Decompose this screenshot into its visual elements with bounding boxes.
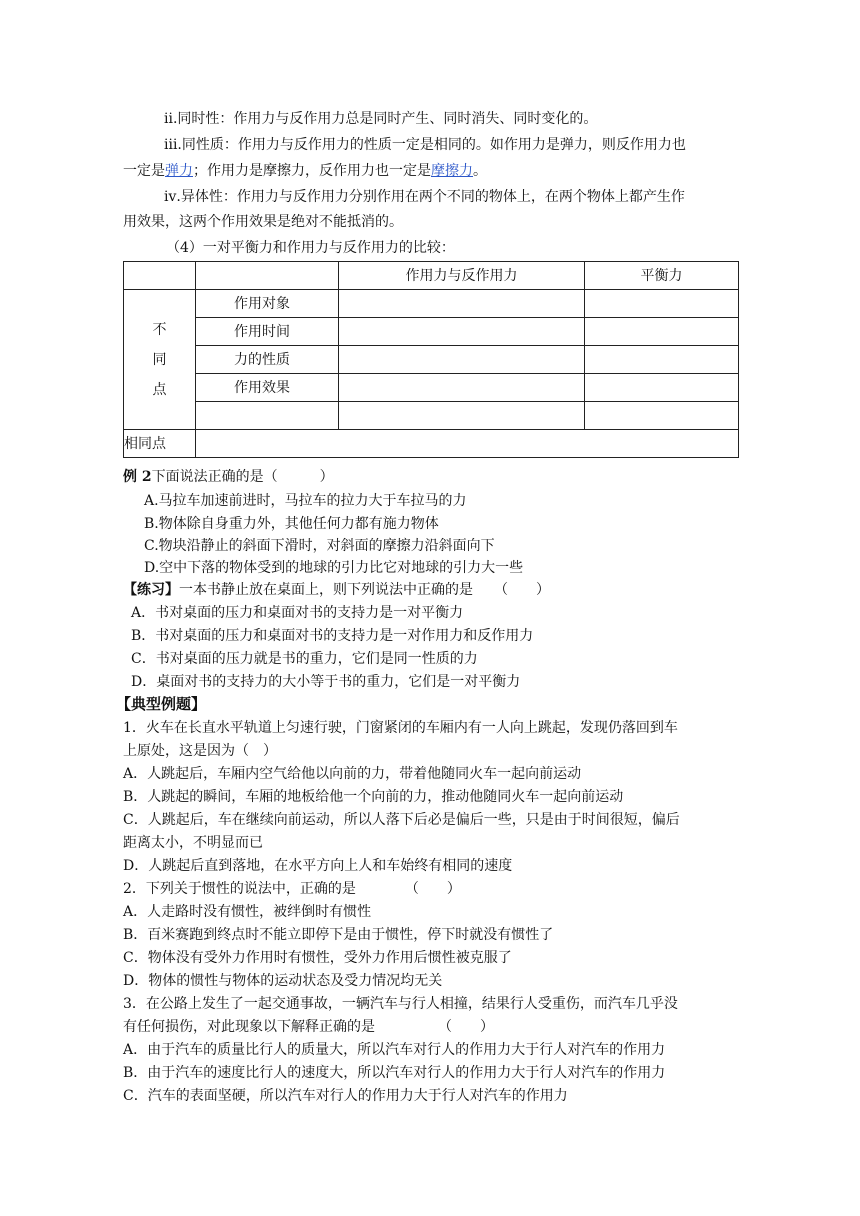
same-point-cell <box>196 430 739 458</box>
table-row <box>124 402 739 430</box>
q3-option-a: A．由于汽车的质量比行人的质量大，所以汽车对行人的作用力大于行人对汽车的作用力 <box>123 1042 666 1058</box>
q2-option-a: A．人走路时没有惯性，被绊倒时有惯性 <box>123 904 372 920</box>
property-simultaneity: ⅱ.同时性：作用力与反作用力总是同时产生、同时消失、同时变化的。 <box>164 111 598 127</box>
q1-option-c-line1: C．人跳起后，车在继续向前运动，所以人落下后必是偏后一些，只是由于时间很短，偏后 <box>123 812 680 828</box>
q1-line1: 1．火车在长直水平轨道上匀速行驶，门窗紧闭的车厢内有一人向上跳起，发现仍落回到车 <box>123 720 678 736</box>
example2-question: 下面说法正确的是（ ） <box>151 469 334 485</box>
difference-label-char: 点 <box>152 381 167 398</box>
table-cell <box>585 374 739 402</box>
property-same-nature-line1: ⅲ.同性质：作用力与反作用力的性质一定是相同的。如作用力是弹力，则反作用力也 <box>164 137 686 153</box>
row-label-nature: 力的性质 <box>196 346 339 374</box>
example2-option-a: A.马拉车加速前进时，马拉车的拉力大于车拉马的力 <box>144 493 467 509</box>
practice-question: 一本书静止放在桌面上，则下列说法中正确的是 （ ） <box>179 582 550 598</box>
table-header-row <box>124 262 739 290</box>
same-point-label: 相同点 <box>124 430 196 458</box>
q2-option-d: D．物体的惯性与物体的运动状态及受力情况均无关 <box>123 973 443 989</box>
example2-stem <box>123 467 334 487</box>
table-cell <box>585 402 739 430</box>
difference-label <box>124 290 196 430</box>
q3-option-b: B．由于汽车的速度比行人的速度大，所以汽车对行人的作用力大于行人对汽车的作用力 <box>123 1065 666 1081</box>
example2-option-c: C.物块沿静止的斜面下滑时，对斜面的摩擦力沿斜面向下 <box>144 538 495 554</box>
table-row <box>124 346 739 374</box>
link-elastic-force[interactable]: 弹力 <box>165 163 193 179</box>
table-cell <box>339 402 585 430</box>
q2-option-b: B．百米赛跑到终点时不能立即停下是由于惯性，停下时就没有惯性了 <box>123 927 554 943</box>
table-cell <box>585 318 739 346</box>
row-label-object: 作用对象 <box>196 290 339 318</box>
example2-option-b: B.物体除自身重力外，其他任何力都有施力物体 <box>144 516 439 532</box>
table-cell <box>585 290 739 318</box>
example2-label: 例 2 <box>123 469 152 485</box>
practice-stem <box>123 580 550 600</box>
header-balanced-force: 平衡力 <box>585 262 739 290</box>
q2-stem: 2．下列关于惯性的说法中，正确的是 （ ） <box>123 881 461 897</box>
property-different-bodies-line1: ⅳ.异体性：作用力与反作用力分别作用在两个不同的物体上，在两个物体上都产生作 <box>164 189 685 205</box>
property-same-nature-line2 <box>123 161 487 181</box>
table-cell <box>339 290 585 318</box>
q1-option-a: A．人跳起后，车厢内空气给他以向前的力，带着他随同火车一起向前运动 <box>123 766 582 782</box>
table-row <box>124 290 739 318</box>
text-segment: 一定是 <box>123 163 165 179</box>
header-action-reaction: 作用力与反作用力 <box>339 262 585 290</box>
row-label-empty <box>196 402 339 430</box>
table-row <box>124 318 739 346</box>
text-segment: 。 <box>473 163 487 179</box>
link-friction-force[interactable]: 摩擦力 <box>431 163 473 179</box>
practice-option-a: A．书对桌面的压力和桌面对书的支持力是一对平衡力 <box>131 605 464 621</box>
difference-label-char: 不 <box>152 321 167 338</box>
practice-option-c: C．书对桌面的压力就是书的重力，它们是同一性质的力 <box>131 651 478 667</box>
table-corner-cell <box>196 262 339 290</box>
q1-option-c-line2: 距离太小，不明显而已 <box>123 835 263 851</box>
q3-line1: 3．在公路上发生了一起交通事故，一辆汽车与行人相撞，结果行人受重伤，而汽车几乎没 <box>123 996 678 1012</box>
table-row <box>124 374 739 402</box>
text-segment: ；作用力是摩擦力，反作用力也一定是 <box>193 163 431 179</box>
table-corner-cell <box>124 262 196 290</box>
practice-option-d: D．桌面对书的支持力的大小等于书的重力，它们是一对平衡力 <box>131 674 521 690</box>
practice-label: 【练习】 <box>123 582 179 598</box>
table-row <box>124 430 739 458</box>
comparison-table <box>123 261 739 458</box>
table-cell <box>585 346 739 374</box>
q1-option-b: B．人跳起的瞬间，车厢的地板给他一个向前的力，推动他随同火车一起向前运动 <box>123 789 624 805</box>
practice-option-b: B．书对桌面的压力和桌面对书的支持力是一对作用力和反作用力 <box>131 628 534 644</box>
q1-line2: 上原处，这是因为（ ） <box>123 743 277 759</box>
comparison-caption: （4）一对平衡力和作用力与反作用力的比较： <box>166 240 455 256</box>
q2-option-c: C．物体没有受外力作用时有惯性，受外力作用后惯性被克服了 <box>123 950 512 966</box>
table-cell <box>339 346 585 374</box>
table-cell <box>339 374 585 402</box>
typical-examples-heading: 【典型例题】 <box>116 695 207 713</box>
q1-option-d: D．人跳起后直到落地，在水平方向上人和车始终有相同的速度 <box>123 858 513 874</box>
example2-option-d: D.空中下落的物体受到的地球的引力比它对地球的引力大一些 <box>144 560 524 576</box>
table-cell <box>339 318 585 346</box>
q3-line2: 有任何损伤，对此现象以下解释正确的是 （ ） <box>123 1019 494 1035</box>
row-label-time: 作用时间 <box>196 318 339 346</box>
property-different-bodies-line2: 用效果，这两个作用效果是绝对不能抵消的。 <box>123 214 403 230</box>
q3-option-c: C．汽车的表面坚硬，所以汽车对行人的作用力大于行人对汽车的作用力 <box>123 1088 568 1104</box>
row-label-effect: 作用效果 <box>196 374 339 402</box>
difference-label-char: 同 <box>152 351 167 368</box>
